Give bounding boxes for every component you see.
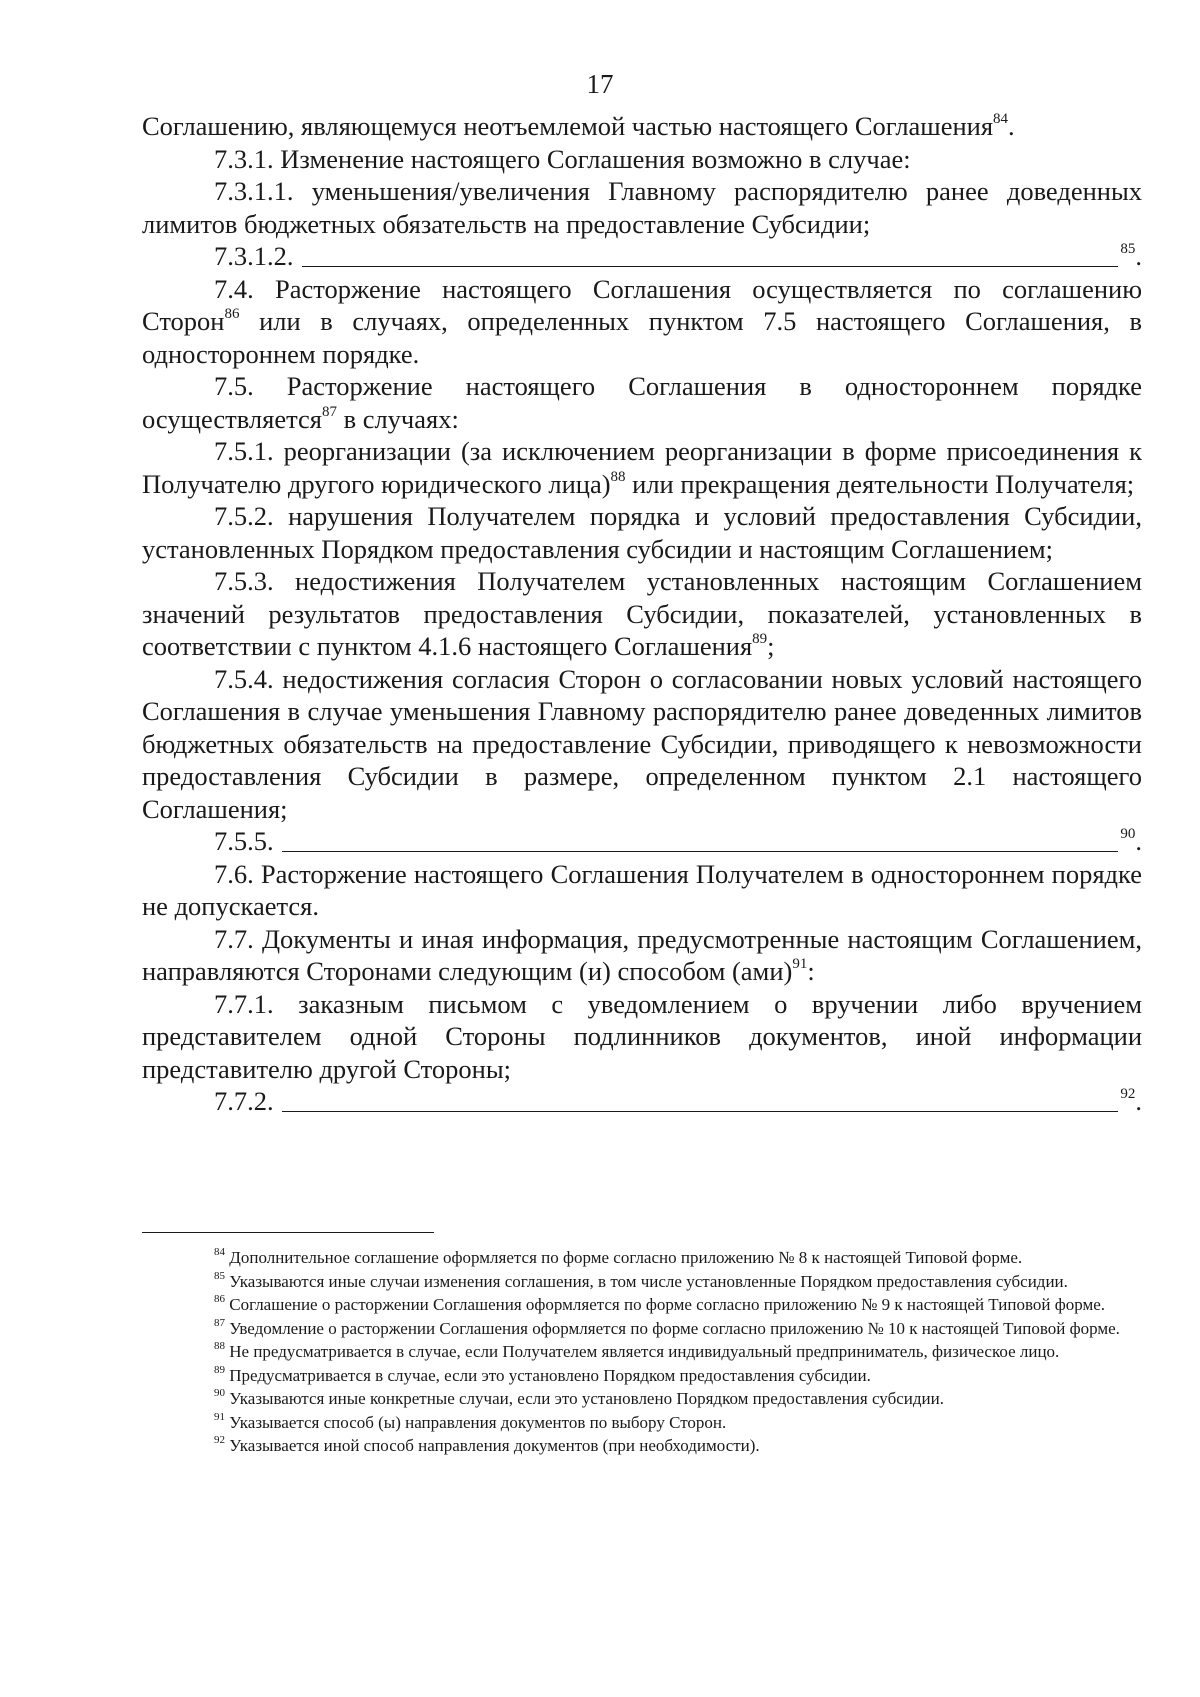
footnote-number: 92 xyxy=(214,1434,225,1447)
paragraph-text: 7.4. Расторжение настоящего Соглашения осуществляется по соглашению Сторон xyxy=(142,273,1142,336)
paragraph-text: 7.7. Документы и иная информация, предусмотренные настоящим Соглашением, направляются Сторонами следующим (и) способом (ами) xyxy=(142,923,1142,986)
footnote-number: 85 xyxy=(214,1269,225,1282)
paragraph-7-3-1: 7.3.1. Изменение настоящего Соглашения возможно в случае: xyxy=(214,143,911,174)
footnote-number: 89 xyxy=(214,1363,225,1376)
paragraph-text: Соглашению, являющемуся неотъемлемой частью настоящего Соглашения xyxy=(142,111,994,141)
footnote-number: 84 xyxy=(214,1246,225,1259)
footnote-ref-91: 91 xyxy=(792,956,808,973)
paragraph-7-6: 7.6. Расторжение настоящего Соглашения Получателем в одностороннем порядке не допускается. xyxy=(142,858,1142,921)
footnote-number: 91 xyxy=(214,1410,225,1423)
fill-line-7-7-2 xyxy=(142,1085,1142,1118)
clause-tail xyxy=(1120,825,1142,858)
footnote-separator xyxy=(142,1232,434,1233)
footnote-ref-89: 89 xyxy=(752,631,768,648)
footnote-ref-86: 86 xyxy=(224,306,240,323)
footnote-text: Уведомление о расторжении Соглашения оформляется по форме согласно приложению № 10 к настоящей Типовой форме. xyxy=(229,1318,1120,1338)
clause-number: 7.5.5. xyxy=(214,826,274,856)
footnote-88 xyxy=(142,1340,1142,1364)
footnote-number: 87 xyxy=(214,1316,225,1329)
footnote-ref-84: 84 xyxy=(993,111,1009,128)
paragraph-text: 7.5.1. реорганизации (за исключением реорганизации в форме присоединения к Получателю другого юридического лица) xyxy=(142,436,1142,499)
blank-line xyxy=(282,850,1119,852)
footnote-text: Дополнительное соглашение оформляется по форме согласно приложению № 8 к настоящей Типовой форме. xyxy=(229,1248,1023,1267)
clause-tail xyxy=(1120,240,1142,273)
clause-number: 7.7.2. xyxy=(214,1086,274,1116)
footnote-text: Соглашение о расторжении Соглашения оформляется по форме согласно приложению № 9 к настоящей Типовой форме. xyxy=(229,1295,1106,1314)
paragraph-7-5 xyxy=(142,370,1142,435)
footnote-87 xyxy=(142,1317,1142,1341)
clause-tail xyxy=(1120,1085,1142,1118)
paragraph-7-5-2: 7.5.2. нарушения Получателем порядка и условий предоставления Субсидии, установленных Порядком предоставления субсидии и настоящим Соглашением; xyxy=(142,501,1142,564)
paragraph-end: . xyxy=(1008,111,1015,141)
paragraph-7-5-1 xyxy=(142,435,1142,500)
footnote-text: Указывается способ (ы) направления документов по выбору Сторон. xyxy=(229,1412,727,1432)
footnote-ref-85: 85 xyxy=(1120,241,1136,258)
footnote-number: 86 xyxy=(214,1293,225,1306)
clause-number: 7.3.1.2. xyxy=(214,241,294,271)
footnote-ref-87: 87 xyxy=(321,403,337,420)
footnote-86 xyxy=(142,1293,1142,1317)
fill-line-7-5-5 xyxy=(142,825,1142,858)
footnote-text: Не предусматривается в случае, если Получателем является индивидуальный предприниматель, физическое лицо. xyxy=(229,1342,1060,1361)
footnote-number: 88 xyxy=(214,1340,225,1353)
paragraph-text: в случаях: xyxy=(336,403,459,434)
paragraph-7-4 xyxy=(142,273,1142,371)
paragraph-text: : xyxy=(807,956,815,986)
paragraph-text: или прекращения деятельности Получателя; xyxy=(625,468,1135,499)
clause-end: . xyxy=(1135,826,1142,856)
paragraph-text: ; xyxy=(767,631,775,661)
footnote-91 xyxy=(142,1411,1142,1435)
footnote-92 xyxy=(142,1434,1142,1458)
footnote-84 xyxy=(142,1246,1142,1270)
paragraph-text: 7.5. Расторжение настоящего Соглашения в одностороннем порядке осуществляется xyxy=(142,371,1142,434)
fill-line-7-3-1-2 xyxy=(142,240,1142,273)
footnotes xyxy=(142,1246,1142,1458)
paragraph-7-7 xyxy=(142,923,1142,988)
paragraph-7-5-3 xyxy=(142,565,1142,663)
footnote-90 xyxy=(142,1387,1142,1411)
paragraph-text: или в случаях, определенных пунктом 7.5 настоящего Соглашения, в одностороннем порядке. xyxy=(142,306,1142,369)
footnote-text: Указываются иные конкретные случаи, если это установлено Порядком предоставления субсидии. xyxy=(229,1389,944,1408)
footnote-text: Указываются иные случаи изменения соглашения, в том числе установленные Порядком предоставления субсидии. xyxy=(229,1271,1068,1291)
paragraph-7-7-1: 7.7.1. заказным письмом с уведомлением о вручении либо вручением представителем одной Стороны подлинников документов, иной информации представителю другой Стороны; xyxy=(142,988,1142,1084)
footnote-text: Указывается иной способ направления документов (при необходимости). xyxy=(229,1436,760,1455)
page-number: 17 xyxy=(586,69,614,99)
clause-end: . xyxy=(1135,241,1142,271)
footnote-text: Предусматривается в случае, если это установлено Порядком предоставления субсидии. xyxy=(229,1365,871,1385)
paragraph-continuation xyxy=(142,110,1142,143)
footnote-ref-88: 88 xyxy=(610,468,626,485)
footnote-85 xyxy=(142,1270,1142,1294)
footnote-ref-90: 90 xyxy=(1120,826,1136,843)
footnote-89 xyxy=(142,1364,1142,1388)
paragraph-text: 7.5.3. недостижения Получателем установленных настоящим Соглашением значений результатов предоставления Субсидии, показателей, установленных в соответствии с пунктом 4.1.6 настоящего Соглашения xyxy=(142,566,1142,661)
blank-line xyxy=(282,1110,1119,1112)
footnote-number: 90 xyxy=(214,1387,225,1400)
clause-end: . xyxy=(1135,1086,1142,1116)
blank-line xyxy=(302,265,1119,267)
paragraph-7-3-1-1: 7.3.1.1. уменьшения/увеличения Главному распорядителю ранее доведенных лимитов бюджетных обязательств на предоставление Субсидии; xyxy=(142,176,1142,239)
paragraph-7-5-4: 7.5.4. недостижения согласия Сторон о согласовании новых условий настоящего Соглашения в случае уменьшения Главному распорядителю ранее доведенных лимитов бюджетных обязательств на предоставление Субсидии, приводящего к невозможности предоставления Субсидии в размере, определенном пунктом 2.1 настоящего Соглашения; xyxy=(142,663,1142,824)
footnote-ref-92: 92 xyxy=(1120,1086,1136,1103)
body-text xyxy=(142,110,1142,1118)
